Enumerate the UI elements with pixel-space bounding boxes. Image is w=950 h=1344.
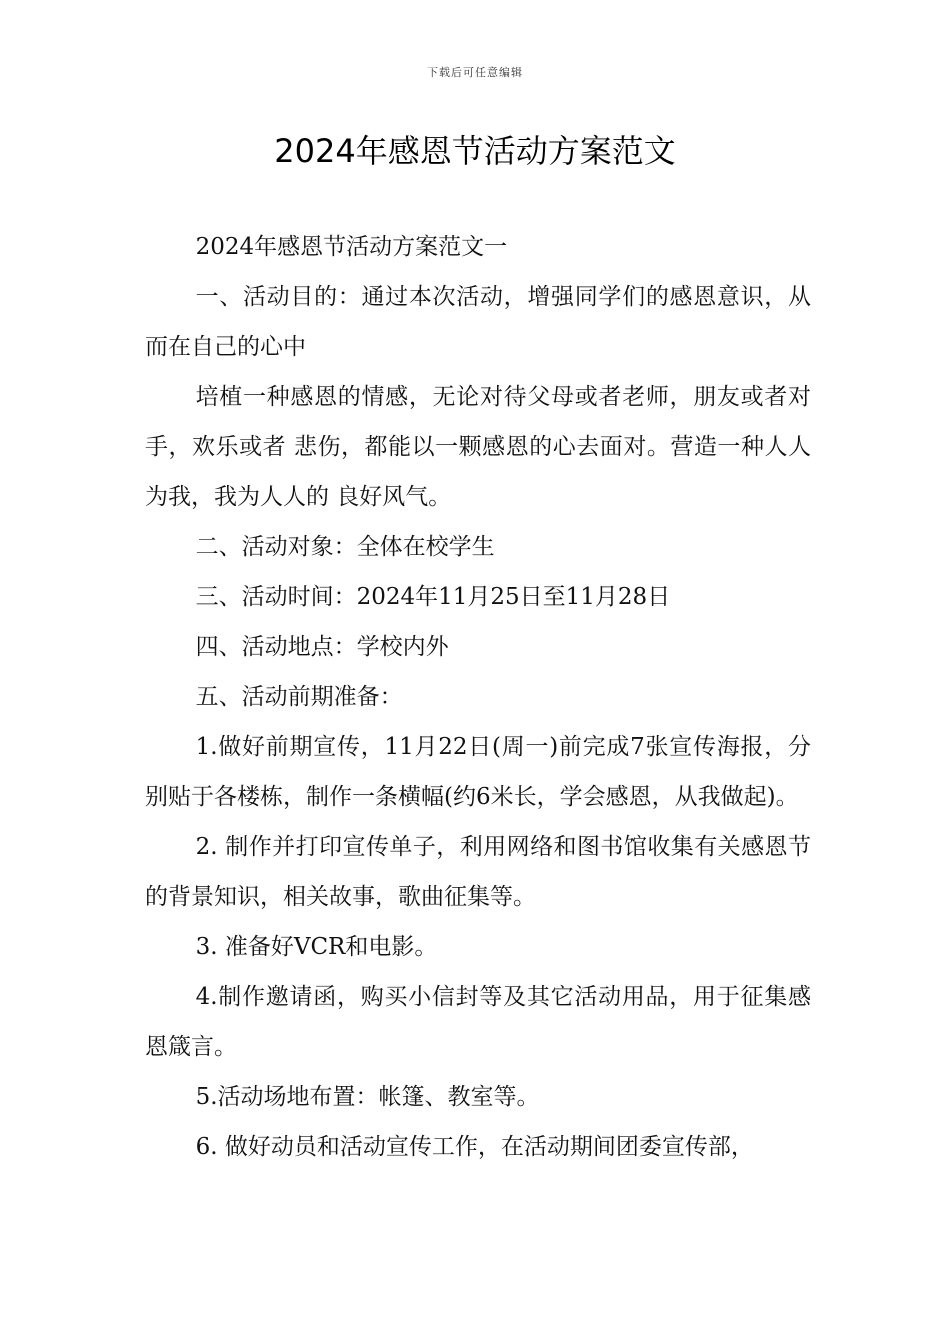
paragraph-audience: 二、活动对象：全体在校学生 [195,534,495,560]
paragraph-preparation: 五、活动前期准备： [195,684,403,710]
paragraph-prep-item-4: 4.制作邀请函，购买小信封等及其它活动用品，用于征集感恩箴言。 [145,984,811,1060]
document-title: 2024年感恩节活动方案范文 [274,132,676,170]
paragraph-time: 三、活动时间：2024年11月25日至11月28日 [195,584,671,610]
paragraph-prep-item-3: 3. 准备好VCR和电影。 [195,934,438,960]
paragraph-purpose: 一、活动目的：通过本次活动，增强同学们的感恩意识，从而在自己的心中 [145,284,811,360]
document-body [145,222,811,1172]
paragraph-purpose-cont: 培植一种感恩的情感，无论对待父母或者老师，朋友或者对手，欢乐或者 悲伤，都能以一颗感恩的心去面对。营造一种人人为我，我为人人的 良好风气。 [145,384,811,510]
header-note: 下载后可任意编辑 [427,66,523,79]
paragraph-location: 四、活动地点：学校内外 [195,634,449,660]
paragraph-prep-item-1: 1.做好前期宣传，11月22日(周一)前完成7张宣传海报，分别贴于各楼栋，制作一条横幅(约6米长，学会感恩，从我做起)。 [145,734,811,810]
paragraph-prep-item-6: 6. 做好动员和活动宣传工作，在活动期间团委宣传部， [195,1134,754,1160]
paragraph-prep-item-2: 2. 制作并打印宣传单子，利用网络和图书馆收集有关感恩节的背景知识，相关故事，歌曲征集等。 [145,834,811,910]
paragraph-section-heading: 2024年感恩节活动方案范文一 [195,234,508,260]
paragraph-prep-item-5: 5.活动场地布置：帐篷、教室等。 [195,1084,540,1110]
